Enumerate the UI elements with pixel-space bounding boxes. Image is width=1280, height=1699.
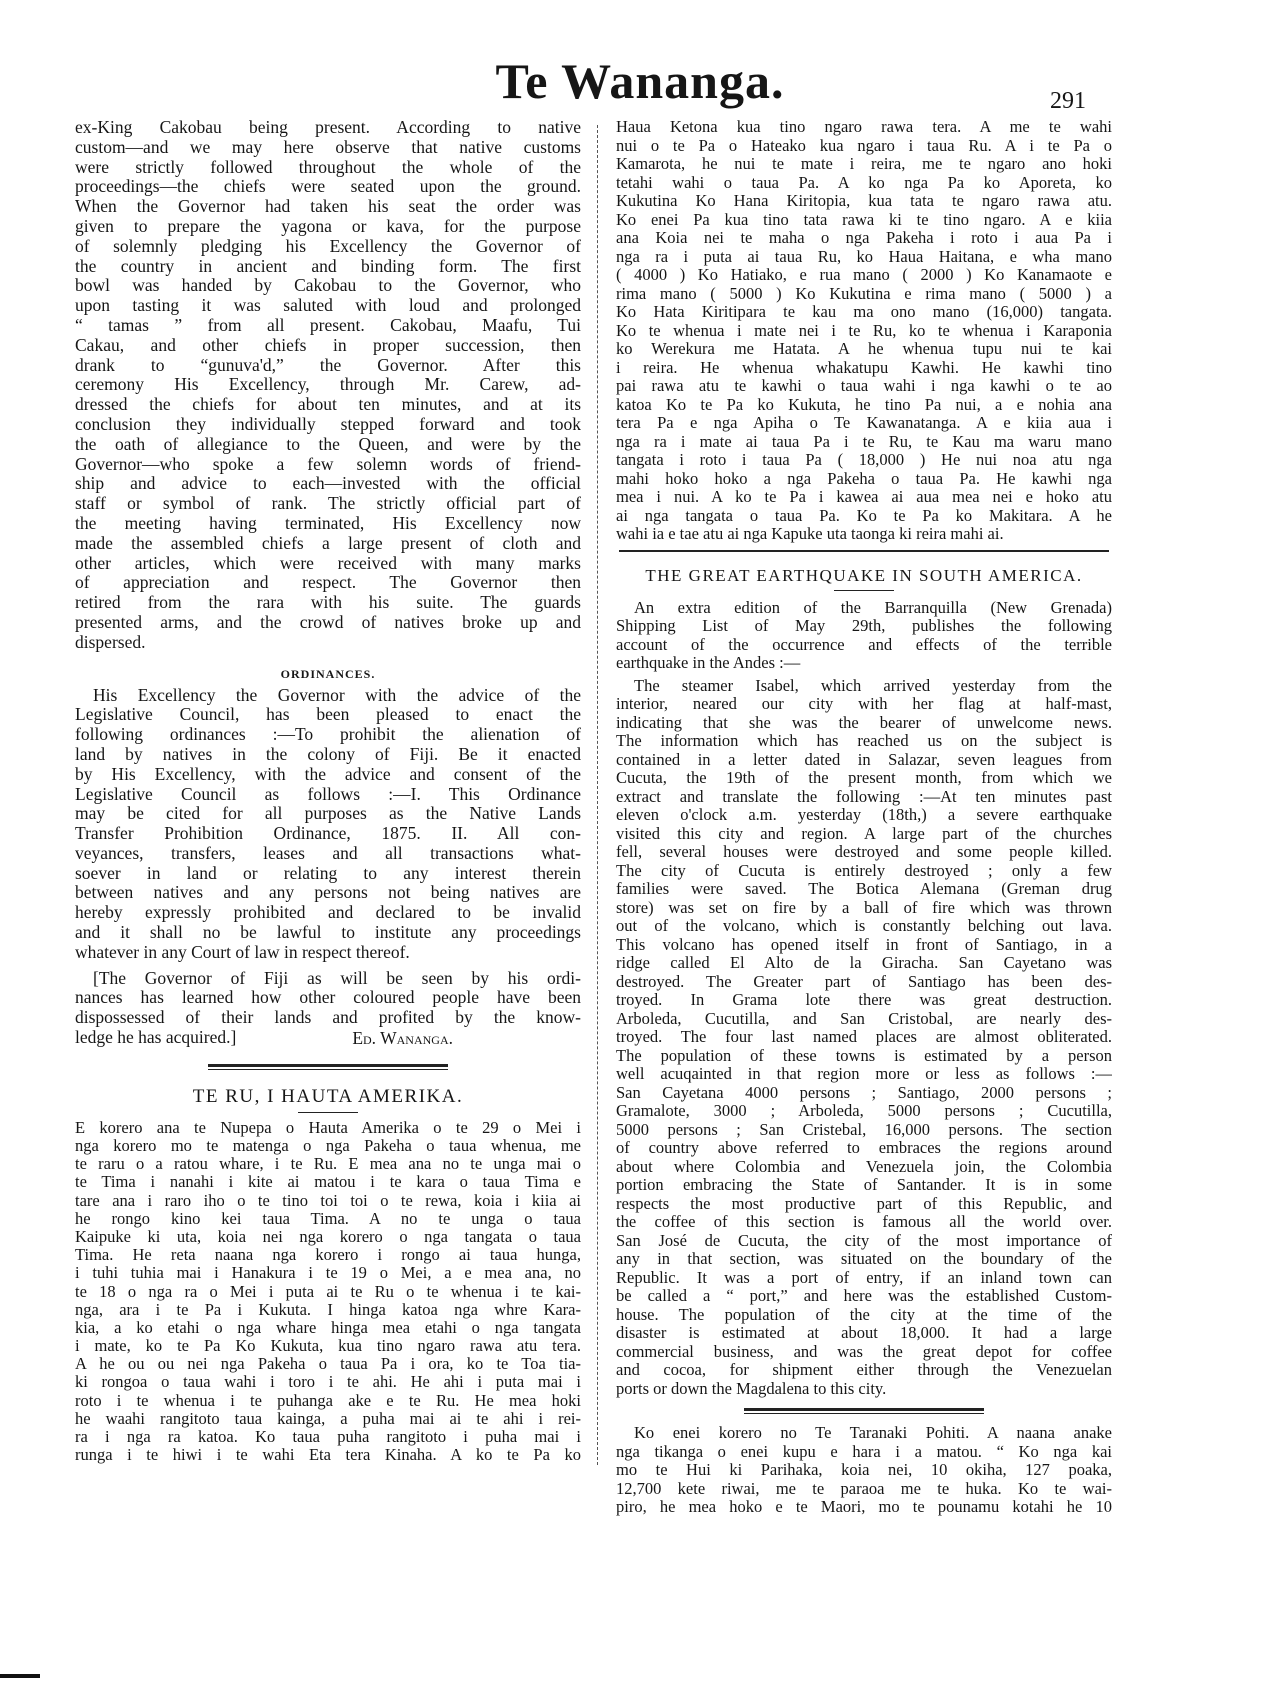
text-line: conclusion they individually stepped forward and took xyxy=(75,414,581,434)
text-line: portion embracing the State of Santander. It is in some xyxy=(616,1176,1112,1194)
steamer-isabel-paragraph xyxy=(616,677,1112,1399)
text-line: staff or symbol of rank. The strictly official part of xyxy=(75,494,581,514)
text-line: dispersed. xyxy=(75,632,146,652)
text-line: runga i te hiwi i te wahi Eta tera Kinaha. A ko te Pa ko xyxy=(75,1446,581,1465)
text-line: ko Werekura me Hatata. A he whenua tupu nui te kai xyxy=(616,340,1112,358)
text-line: Ko enei Pa kua tino tata rawa ki te tino ngaro. A e kiia xyxy=(616,210,1112,229)
text-line: A he ou ou nei nga Pakeha o taua Pa i ora, ko te Toa tia- xyxy=(75,1355,581,1374)
text-line: E korero ana te Nupepa o Hauta Amerika o te 29 o Mei i xyxy=(75,1118,581,1137)
text-line: i tuhi tuhia mai i Hanakura i te 19 o Mei, a e mea ana, no xyxy=(75,1264,581,1283)
text-line: Governor—who spoke a few solemn words of friend- xyxy=(75,454,581,474)
text-line: troyed. The four last named places are almost obliterated. xyxy=(616,1028,1112,1046)
text-line: ridge called El Alto de la Giracha. San Cayetano was xyxy=(616,954,1112,972)
text-line: Arboleda, Cucutilla, and San Cristobal, are nearly des- xyxy=(616,1009,1112,1028)
text-line: Transfer Prohibition Ordinance, 1875. II. All con- xyxy=(75,824,581,844)
text-line: and it shall no be lawful to institute any proceedings xyxy=(75,923,581,943)
text-line: following ordinances :—To prohibit the alienation of xyxy=(75,725,581,745)
text-line: ceremony His Excellency, through Mr. Carew, ad- xyxy=(75,375,581,395)
text-line: te raru o a ratou whare, i te Ru. E mea ana no te unga mai o xyxy=(75,1155,581,1174)
text-line: wahi ia e tae atu ai nga Kapuke uta taonga ki reira mahi ai. xyxy=(616,525,1004,543)
text-line: te 18 o nga ra o Mei i puta ai te Ru o te whenua i te kai- xyxy=(75,1282,581,1301)
text-line: nances has learned how other coloured people have been xyxy=(75,988,581,1008)
text-line: San José de Cucuta, the city of the most importance of xyxy=(616,1231,1112,1250)
page-number: 291 xyxy=(1050,88,1086,114)
text-line: The information which has reached us on the subject is xyxy=(616,732,1112,750)
text-line: Cakau, and other chiefs in proper succession, then xyxy=(75,335,581,355)
text-line: Ko enei korero no Te Taranaki Pohiti. A naana anake xyxy=(634,1424,1112,1442)
text-line: and cocoa, for shipment either through the Venezuelan xyxy=(616,1361,1112,1379)
text-line: Cucuta, the 19th of the present month, from which we xyxy=(616,769,1112,787)
text-line: nga ra i mate ai taua Pa i te Ru, te Kau ma waru mano xyxy=(616,432,1112,451)
text-line: His Excellency the Governor with the advice of the xyxy=(93,685,581,705)
text-line: other articles, which were received with many marks xyxy=(75,553,581,573)
text-line: upon tasting it was saluted with loud and prolonged xyxy=(75,296,581,316)
text-line: The city of Cucuta is entirely destroyed ; only a few xyxy=(616,861,1112,880)
text-line: nga tikanga o enei kupu e hara i a matou. “ Ko nga kai xyxy=(616,1442,1112,1461)
editor-signature: Ed. Wananga. xyxy=(352,1027,453,1048)
text-line: nga ra i puta ai taua Ru, ko Haua Haitana, e wha mano xyxy=(616,247,1112,266)
text-line: Legislative Council, has been pleased to enact the xyxy=(75,705,581,725)
text-line: nga, ara i te Pa i Kukuta. I hinga katoa nga whre Kara- xyxy=(75,1300,581,1319)
text-line: ledge he has acquired.] xyxy=(75,1028,237,1048)
text-line: interior, neared our city with her flag at half-mast, xyxy=(616,695,1112,713)
text-line: ports or down the Magdalena to this city. xyxy=(616,1379,887,1398)
text-line: indicating that she was the bearer of unwelcome news. xyxy=(616,713,1112,732)
text-line: store) was set on fire by a ball of fire which was thrown xyxy=(616,898,1112,917)
text-line: The steamer Isabel, which arrived yesterday from the xyxy=(634,676,1112,695)
intro-paragraph xyxy=(616,599,1112,673)
text-line: mahi hoko hoko a nga Pakeha o taua Pa. He kawhi nga xyxy=(616,469,1112,488)
text-line: tetahi wahi o taua Pa. A ko nga Pa ko Aporeta, ko xyxy=(616,173,1112,192)
text-line: dressed the chiefs for about ten minutes, and at its xyxy=(75,395,581,415)
text-line: disaster is estimated at about 18,000. It had a large xyxy=(616,1324,1112,1342)
text-line: he rongo kino kei taua Tima. A no te unga o taua xyxy=(75,1209,581,1228)
maori-continued-paragraph xyxy=(616,118,1112,544)
text-line: ki rongoa o taua wahi i toro i te ahi. He ahi i puta mai i xyxy=(75,1373,581,1392)
text-line: between natives and any persons not being natives are xyxy=(75,883,581,903)
text-line: contained in a letter dated in Salazar, seven leagues from xyxy=(616,750,1112,769)
text-line: may be cited for all purposes as the Native Lands xyxy=(75,804,581,824)
te-ru-paragraph xyxy=(75,1119,581,1465)
text-line: nui o te Pa o Hateako kua ngaro i taua Ru. A i te Pa o xyxy=(616,136,1112,155)
text-line: proceedings—the chiefs were seated upon the ground. xyxy=(75,177,581,197)
text-line: tangata i roto i taua Pa ( 18,000 ) He nui noa atu nga xyxy=(616,451,1112,469)
text-line: extract and translate the following :—At ten minutes past xyxy=(616,787,1112,806)
text-line: he waahi rangitoto taua kainga, a puha mai ai te ahi i rei- xyxy=(75,1409,581,1428)
text-line: An extra edition of the Barranquilla (New Grenada) xyxy=(634,598,1112,617)
text-line: 5000 persons ; San Cristebal, 16,000 persons. The section xyxy=(616,1120,1112,1139)
text-line: ai nga tangata o taua Pa. Ko te Pa ko Makitara. A he xyxy=(616,506,1112,525)
ordinances-heading: ORDINANCES. xyxy=(280,666,376,681)
text-line: ex-King Cakobau being present. According to native xyxy=(75,118,581,137)
text-line: fell, several houses were destroyed and some people killed. xyxy=(616,843,1112,861)
editor-note-lines xyxy=(75,969,581,1048)
text-line: the meeting having terminated, His Excellency now xyxy=(75,513,581,533)
left-column xyxy=(75,118,581,1464)
text-line: ana Koia nei te maha o nga Pakeha i roto i aua Pa i xyxy=(616,229,1112,247)
text-line: out of the volcano, which is constantly belching out lava. xyxy=(616,917,1112,935)
text-line: were strictly followed throughout the whole of the xyxy=(75,157,581,177)
text-line: Tima. He reta naana nga korero i rongo ai taua hunga, xyxy=(75,1246,581,1265)
text-line: katoa Ko te Pa ko Kukuta, he tino Pa nui, a e nohia ana xyxy=(616,395,1112,414)
text-line: roto i te whenua i te puhanga ake e te Ru. He mea hoki xyxy=(75,1391,581,1410)
text-line: Ko Hata Kiritipara te kau ma ono mano (16,000) tangata. xyxy=(616,303,1112,321)
text-line: kia, a ko etahi o nga whare hinga mea etahi o nga tangata xyxy=(75,1318,581,1337)
text-line: Kukutina Ko Hana Kiritopia, kua tata te ngaro rawa atu. xyxy=(616,192,1112,210)
text-line: by His Excellency, with the advice and consent of the xyxy=(75,764,581,784)
text-line: tera Pa e nga Apiha o Te Kawanatanga. A e kiia aua i xyxy=(616,414,1112,432)
text-line: Republic. It was a port of entry, if an inland town can xyxy=(616,1268,1112,1287)
text-line: destroyed. The Greater part of Santiago has been des- xyxy=(616,972,1112,991)
text-line: families were saved. The Botica Alemana (Greman drug xyxy=(616,880,1112,898)
text-line: made the assembled chiefs a large present of cloth and xyxy=(75,533,581,553)
text-line: account of the occurrence and effects of the terrible xyxy=(616,635,1112,654)
text-line: respects the most productive part of this Republic, and xyxy=(616,1194,1112,1213)
text-line: the country in ancient and binding form. The first xyxy=(75,256,581,276)
text-line: be called a “ port,” and here was the established Custom- xyxy=(616,1287,1112,1305)
text-line: custom—and we may here observe that native customs xyxy=(75,137,581,157)
text-line: dispossessed of their lands and profited by the know- xyxy=(75,1008,581,1028)
text-line: eleven o'clock a.m. yesterday (18th,) a severe earthquake xyxy=(616,806,1112,824)
text-line: soever in land or relating to any interest therein xyxy=(75,863,581,883)
text-line: visited this city and region. A large part of the churches xyxy=(616,824,1112,843)
text-line: mea i nui. A ko te Pa i kawea ai aua mea nei e hoko atu xyxy=(616,488,1112,506)
text-line: pai rawa atu te kawhi o taua wahi i nga kawhi o te ao xyxy=(616,377,1112,395)
text-line: This volcano has opened itself in front of Santiago, in a xyxy=(616,935,1112,954)
text-line: 12,700 kete riwai, me te paraoa me te huka. Ko te wai- xyxy=(616,1479,1112,1498)
text-line: San Cayetana 4000 persons ; Santiago, 2000 persons ; xyxy=(616,1083,1112,1102)
text-line: bowl was handed by Cakobau to the Governor, who xyxy=(75,276,581,296)
text-line: veyances, transfers, leases and all transactions what- xyxy=(75,843,581,863)
scan-edge-mark xyxy=(0,1674,40,1678)
text-line: retired from the rara with his suite. The guards xyxy=(75,593,581,613)
text-line: mo te Hui ki Parihaka, koia nei, 10 okiha, 127 poaka, xyxy=(616,1461,1112,1479)
text-line: house. The population of the city at the time of the xyxy=(616,1305,1112,1324)
text-line: piro, he mea hoko e te Maori, mo te pounamu kotahi he 10 xyxy=(616,1498,1112,1516)
text-line: Ko te whenua i mate nei i te Ru, ko te whenua i Karaponia xyxy=(616,321,1112,340)
text-line: The population of these towns is estimated by a person xyxy=(616,1046,1112,1065)
text-line: of solemnly pledging his Excellency the Governor of xyxy=(75,236,581,256)
text-line: i reira. He whenua whakatupu Kawhi. He kawhi tino xyxy=(616,358,1112,377)
text-line: ra i nga ra katoa. Ko taua puha rangitoto i puha mai i xyxy=(75,1428,581,1447)
text-line: tare ana i raro iho o te tino toi toi o te rewa, koia i kiia ai xyxy=(75,1191,581,1210)
text-line: “ tamas ” from all present. Cakobau, Maafu, Tui xyxy=(75,315,581,335)
text-line: i mate, ko te Pa Ko Kukuta, kua tino ngaro rawa atu tera. xyxy=(75,1337,581,1356)
te-ru-heading: TE RU, I HAUTA AMERIKA. xyxy=(192,1085,464,1107)
text-line: rima mano ( 5000 ) Ko Kukutina e rima mano ( 5000 ) a xyxy=(616,284,1112,303)
text-line: presented arms, and the crowd of natives broke up and xyxy=(75,612,581,632)
text-line: Shipping List of May 29th, publishes the following xyxy=(616,617,1112,635)
text-line: troyed. In Grama lote there was great destruction. xyxy=(616,991,1112,1009)
text-line: drank to “gunuva'd,” the Governor. After this xyxy=(75,355,581,375)
text-line: of country above referred to embraces the regions around xyxy=(616,1139,1112,1157)
text-line: commercial business, and was the great depot for coffee xyxy=(616,1342,1112,1361)
text-line: te Tima i nanahi i kite ai matou i te kara o taua Tima e xyxy=(75,1173,581,1192)
text-line: earthquake in the Andes :— xyxy=(616,654,801,672)
text-line: Gramalote, 3000 ; Arboleda, 5000 persons ; Cucutilla, xyxy=(616,1102,1112,1120)
text-line: the coffee of this section is famous all the world over. xyxy=(616,1213,1112,1231)
text-line: ( 4000 ) Ko Hatiako, e rua mano ( 2000 ) Ko Kanamaote e xyxy=(616,266,1112,284)
text-line: Legislative Council as follows :—I. This Ordinance xyxy=(75,784,581,804)
text-line: Haua Ketona kua tino ngaro rawa tera. A me te wahi xyxy=(616,118,1112,136)
text-line: any in that section, was situated on the boundary of the xyxy=(616,1250,1112,1268)
editor-note-paragraph xyxy=(75,969,581,1048)
column-divider xyxy=(597,125,598,1465)
text-line: whatever in any Court of law in respect thereof. xyxy=(75,942,410,962)
text-line: [The Governor of Fiji as will be seen by his ordi- xyxy=(93,968,581,988)
taranaki-paragraph xyxy=(616,1424,1112,1517)
text-line: about where Colombia and Venezuela join, the Colombia xyxy=(616,1157,1112,1176)
ordinances-paragraph xyxy=(75,686,581,963)
earthquake-heading: THE GREAT EARTHQUAKE IN SOUTH AMERICA. xyxy=(645,565,1083,585)
text-line: hereby expressly prohibited and declared to be invalid xyxy=(75,903,581,923)
text-line: given to prepare the yagona or kava, for the purpose xyxy=(75,216,581,236)
governor-ceremony-paragraph xyxy=(75,118,581,653)
text-line: ship and advice to each—invested with the official xyxy=(75,474,581,494)
text-line: Kaipuke ki uta, koia nei nga korero o nga tangata o taua xyxy=(75,1227,581,1246)
text-line: the oath of allegiance to the Queen, and were by the xyxy=(75,434,581,454)
text-line: land by natives in the colony of Fiji. Be it enacted xyxy=(75,744,581,764)
text-line: well acuqainted in that region more or less as follows :— xyxy=(616,1065,1112,1083)
text-line: When the Governor had taken his seat the order was xyxy=(75,197,581,217)
newspaper-title: Te Wananga. xyxy=(495,53,785,109)
right-column xyxy=(616,118,1112,1517)
text-line: nga korero mo te matenga o nga Pakeha o taua whenua, me xyxy=(75,1137,581,1156)
text-line: of appreciation and respect. The Governor then xyxy=(75,573,581,593)
text-line: Kamarota, he nui te mate i reira, me te ngaro ano hoki xyxy=(616,155,1112,173)
